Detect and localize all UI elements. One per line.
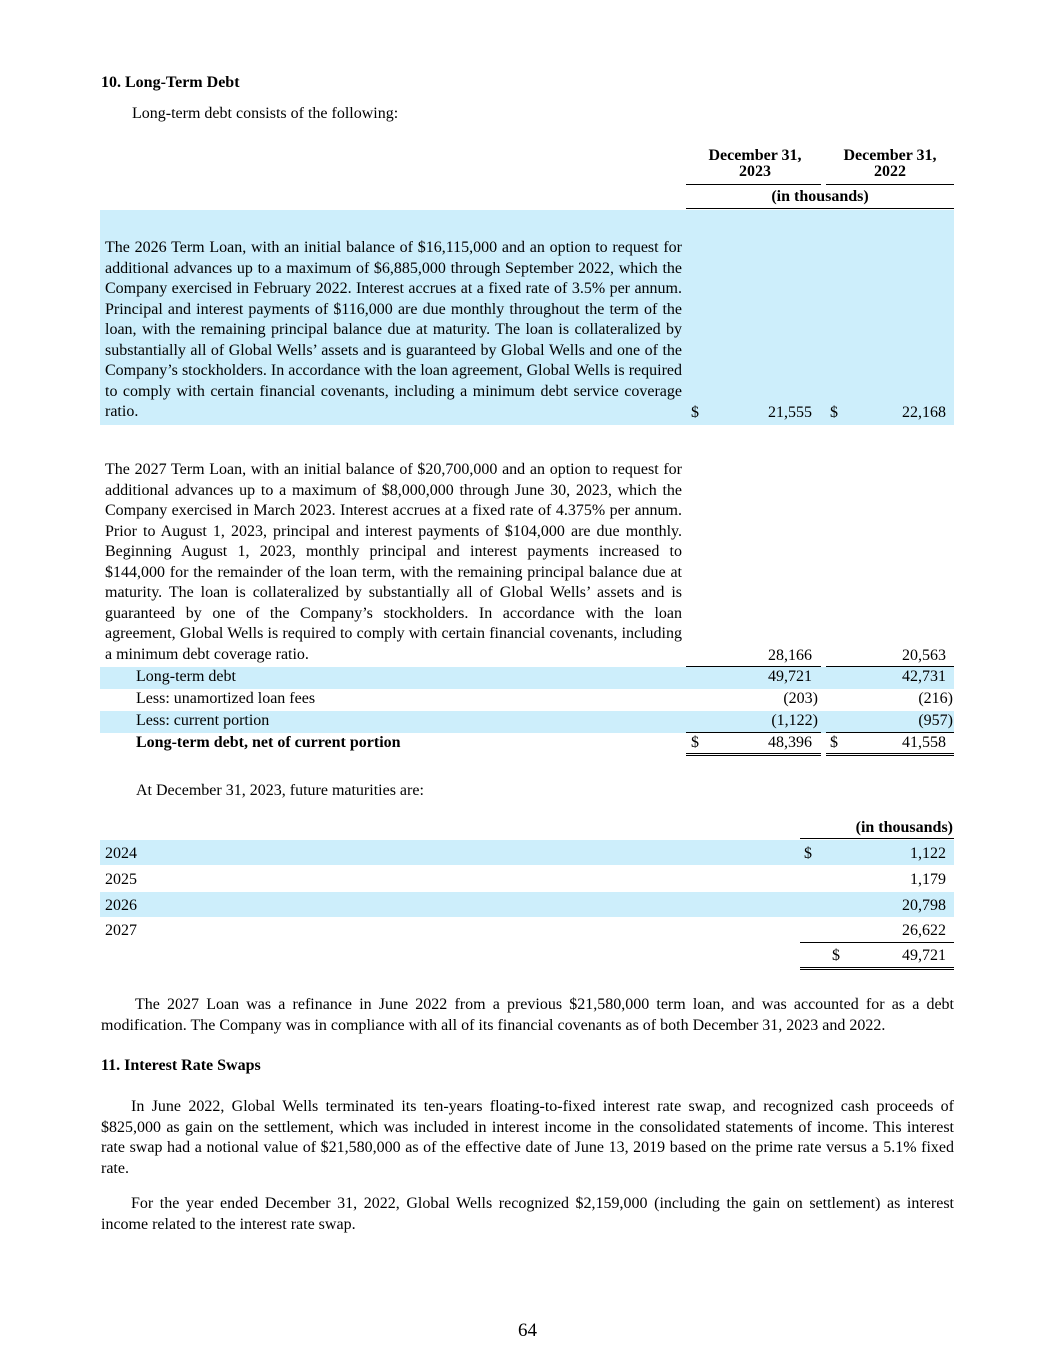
col-header-2023-line1: December 31, bbox=[708, 147, 802, 164]
maturity-value: 26,622 bbox=[902, 922, 946, 939]
row-label-current-portion: Less: current portion bbox=[136, 712, 270, 729]
row-value-2023: 49,721 bbox=[768, 668, 812, 685]
net-value-2023: 48,396 bbox=[768, 734, 812, 751]
loan-2027-value-2023: 28,166 bbox=[768, 647, 812, 664]
section-10-heading: 10. Long-Term Debt bbox=[101, 74, 240, 91]
maturities-units: (in thousands) bbox=[855, 819, 953, 836]
net-dollar-2022: $ bbox=[830, 734, 838, 751]
maturities-units-underline bbox=[800, 838, 954, 839]
net-value-2022: 41,558 bbox=[902, 734, 946, 751]
maturities-total-dollar: $ bbox=[832, 947, 840, 964]
net-dollar-2023: $ bbox=[691, 734, 699, 751]
row-value-2022: 42,731 bbox=[902, 668, 946, 685]
col-header-2022-line2: 2022 bbox=[874, 163, 906, 180]
loan-2026-dollar-2023: $ bbox=[691, 404, 699, 421]
page-number: 64 bbox=[518, 1320, 537, 1341]
loan-2026-value-2022: 22,168 bbox=[902, 404, 946, 421]
row-value-2022: (216) bbox=[918, 690, 953, 707]
maturity-value: 20,798 bbox=[902, 897, 946, 914]
loan-2027-value-2022: 20,563 bbox=[902, 647, 946, 664]
row-label-net-debt: Long-term debt, net of current portion bbox=[136, 734, 401, 751]
maturity-value: 1,122 bbox=[910, 845, 946, 862]
col-header-2023-underline bbox=[686, 184, 821, 185]
net-double-underline-2023 bbox=[686, 753, 821, 756]
col-header-2022-line1: December 31, bbox=[843, 147, 937, 164]
maturities-intro: At December 31, 2023, future maturities are: bbox=[136, 782, 424, 799]
row-label-loan-fees: Less: unamortized loan fees bbox=[136, 690, 316, 707]
col-header-2023-line2: 2023 bbox=[739, 163, 771, 180]
maturity-year: 2026 bbox=[105, 897, 137, 914]
refinance-note: The 2027 Loan was a refinance in June 2022 from a previous $21,580,000 term loan, and was accounted for as a debt modification. The Company was in compliance with all of its financial covenants as of both December 31, 2023 and 2022. bbox=[101, 996, 954, 1034]
col-header-2022 bbox=[826, 148, 954, 180]
current-portion-underline-2022 bbox=[826, 732, 954, 733]
current-portion-underline-2023 bbox=[686, 732, 821, 733]
table-row-shade bbox=[100, 892, 954, 917]
maturity-year: 2024 bbox=[105, 845, 137, 862]
maturity-value: 1,179 bbox=[910, 871, 946, 888]
loan-2027-description: The 2027 Term Loan, with an initial balance of $20,700,000 and an option to request for additional advances up to a maximum of $8,000,000 through June 30, 2023, which the Company exercised in March 2023. Interest accrues at a fixed rate of 4.375% per annum. Prior to August 1, 2023, principal and interest payments of $104,000 are due monthly. Beginning August 1, 2023, monthly principal and interest payments increased to $144,000 for the remainder of the loan term, with the remaining principal balance due at maturity. The loan is collateralized by substantially all of Global Wells’ assets and is guaranteed by one of the Company’s stockholders. In accordance with the loan agreement, Global Wells is required to comply with certain financial covenants, including a minimum debt coverage ratio. bbox=[105, 461, 682, 663]
units-label: (in thousands) bbox=[771, 188, 869, 205]
net-double-underline-2022 bbox=[826, 753, 954, 756]
loan-2026-value-2023: 21,555 bbox=[768, 404, 812, 421]
maturity-year: 2027 bbox=[105, 922, 137, 939]
row-value-2023: (203) bbox=[783, 690, 818, 707]
maturities-sum-underline bbox=[800, 942, 954, 943]
section-11-paragraph-2: For the year ended December 31, 2022, Global Wells recognized $2,159,000 (including the gain on settlement) as interest income related to the interest rate swap. bbox=[101, 1195, 954, 1233]
maturity-year: 2025 bbox=[105, 871, 137, 888]
maturities-total-double-underline bbox=[800, 967, 954, 970]
maturity-dollar: $ bbox=[804, 845, 812, 862]
section-10-intro: Long-term debt consists of the following: bbox=[132, 105, 399, 122]
maturities-total-value: 49,721 bbox=[902, 947, 946, 964]
row-label-long-term-debt: Long-term debt bbox=[136, 668, 236, 685]
table-row-shade bbox=[100, 840, 954, 865]
section-11-paragraph-1: In June 2022, Global Wells terminated its ten-years floating-to-fixed interest rate swap, and recognized cash proceeds of $825,000 as gain on the settlement, which was included in interest income in the consolidated statements of income. This interest rate swap had a notional value of $21,580,000 as of the effective date of June 13, 2019 based on the prime rate versus a 5.1% fixed rate. bbox=[101, 1098, 954, 1177]
col-header-2023 bbox=[686, 148, 824, 180]
section-11-heading: 11. Interest Rate Swaps bbox=[101, 1057, 261, 1074]
col-header-2022-underline bbox=[826, 184, 954, 185]
loan-2026-dollar-2022: $ bbox=[830, 404, 838, 421]
row-value-2023: (1,122) bbox=[771, 712, 818, 729]
loan-2026-description: The 2026 Term Loan, with an initial balance of $16,115,000 and an option to request for additional advances up to a maximum of $6,885,000 through September 2022, which the Company exercised in February 2022. Interest accrues at a fixed rate of 3.5% per annum. Principal and interest payments of $116,000 are due monthly throughout the term of the loan, with the remaining principal balance due at maturity. The loan is collateralized by substantially all of Global Wells’ assets and is guaranteed by Global Wells and one of the Company’s stockholders. In accordance with the loan agreement, Global Wells is required to comply with certain financial covenants, including a minimum debt service coverage ratio. bbox=[105, 239, 682, 420]
units-underline bbox=[686, 208, 954, 209]
row-value-2022: (957) bbox=[918, 712, 953, 729]
